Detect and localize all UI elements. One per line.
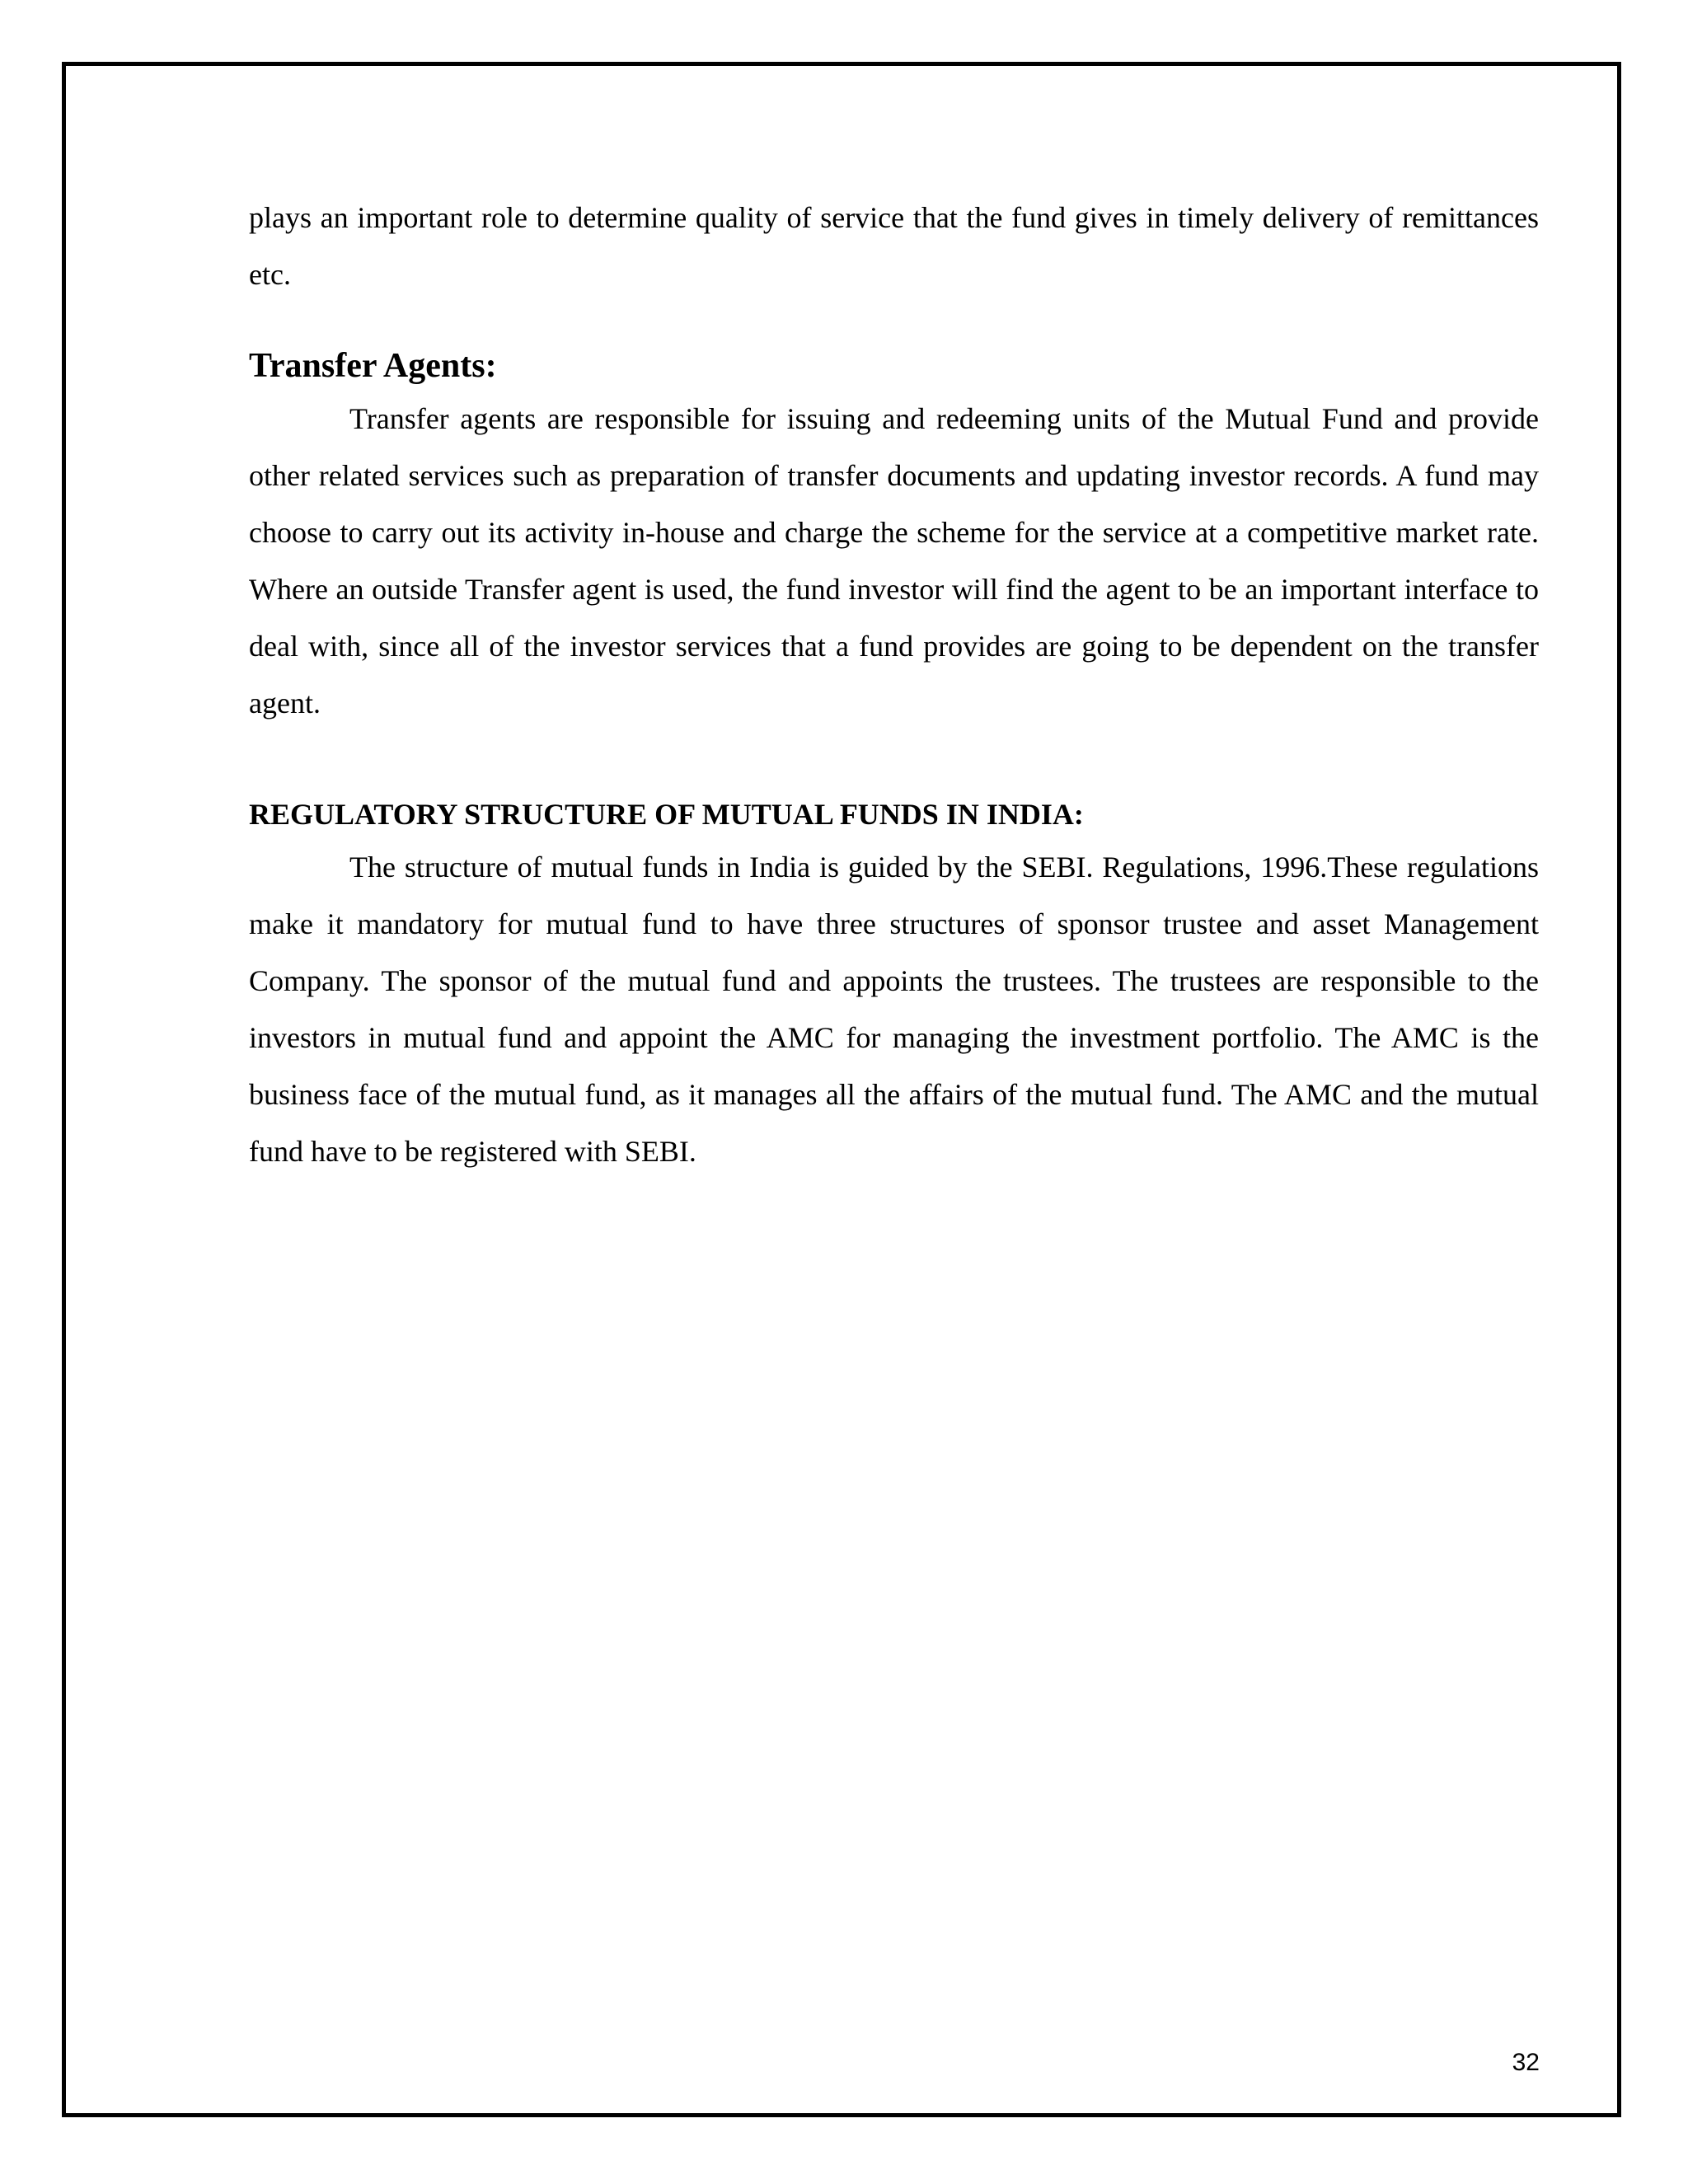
intro-paragraph: plays an important role to determine quality of service that the fund gives in timely delivery of remittances etc. bbox=[249, 201, 1539, 291]
section-heading-transfer-agents: Transfer Agents: bbox=[249, 347, 497, 385]
section-heading-regulatory-structure: REGULATORY STRUCTURE OF MUTUAL FUNDS IN INDIA: bbox=[249, 798, 1084, 831]
page-number: 32 bbox=[1512, 2049, 1540, 2076]
page-content bbox=[249, 190, 1539, 1180]
section-body-transfer-agents: Transfer agents are responsible for issuing and redeeming units of the Mutual Fund and provide other related services such as preparation of transfer documents and updating investor records. A fund may choose to carry out its activity in-house and charge the scheme for the service at a competitive market rate. Where an outside Transfer agent is used, the fund investor will find the agent to be an important interface to deal with, since all of the investor services that a fund provides are going to be dependent on the transfer agent. bbox=[249, 402, 1539, 719]
section-body-regulatory-structure: The structure of mutual funds in India is guided by the SEBI. Regulations, 1996.These regulations make it mandatory for mutual fund to have three structures of sponsor trustee and asset Management Company. The sponsor of the mutual fund and appoints the trustees. The trustees are responsible to the investors in mutual fund and appoint the AMC for managing the investment portfolio. The AMC is the business face of the mutual fund, as it manages all the affairs of the mutual fund. The AMC and the mutual fund have to be registered with SEBI. bbox=[249, 851, 1539, 1168]
